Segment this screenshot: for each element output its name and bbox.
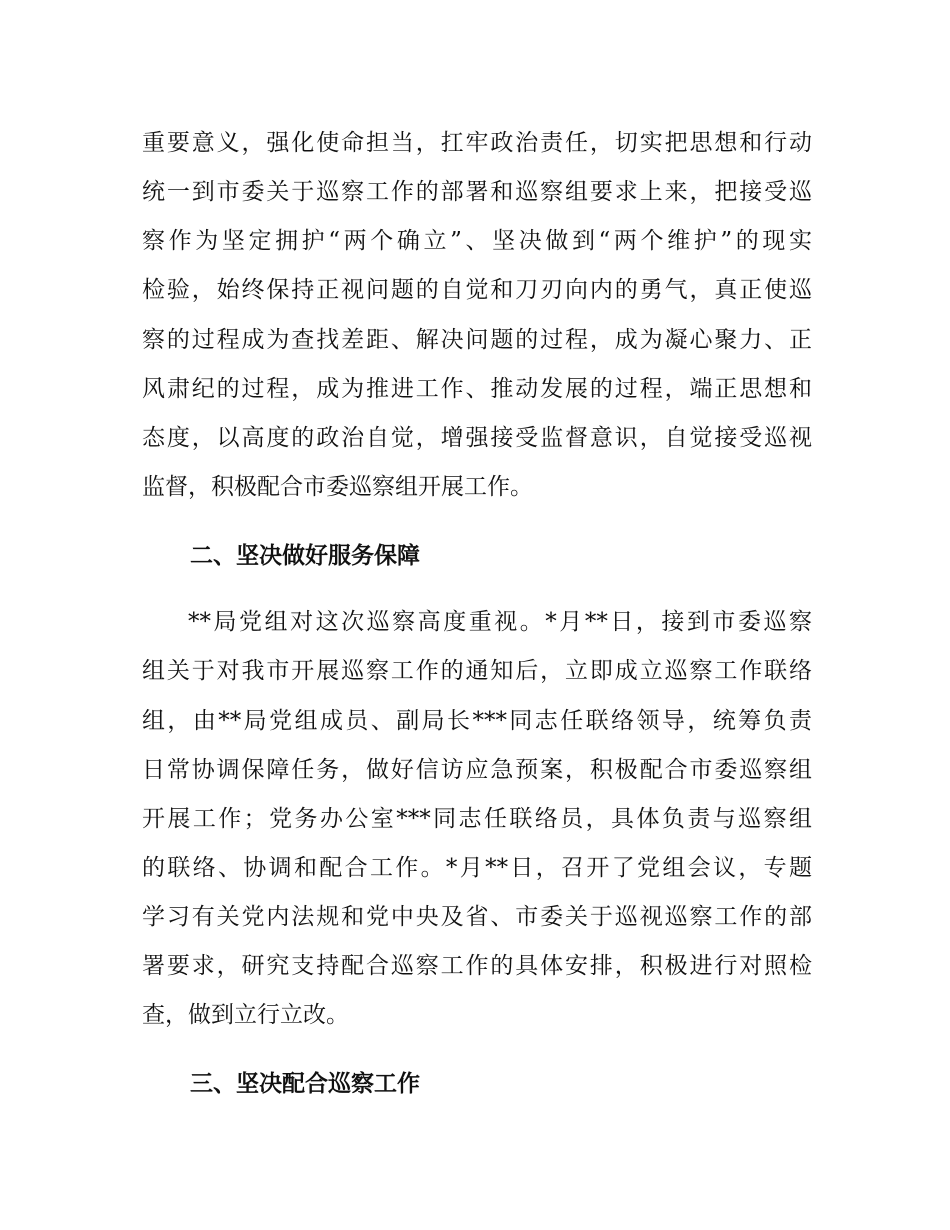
paragraph-line: 风肃纪的过程，成为推进工作、推动发展的过程，端正思想和 — [142, 376, 812, 402]
paragraph-line: 的联络、协调和配合工作。*月**日，召开了党组会议，专题 — [142, 855, 812, 881]
paragraph-line: 态度，以高度的政治自觉，增强接受监督意识，自觉接受巡视 — [142, 425, 812, 451]
paragraph-line: 学习有关党内法规和党中央及省、市委关于巡视巡察工作的部 — [142, 904, 812, 930]
section-heading-service: 二、坚决做好服务保障 — [190, 543, 420, 569]
paragraph-line: 开展工作；党务办公室***同志任联络员，具体负责与巡察组 — [142, 806, 812, 832]
paragraph-line: 日常协调保障任务，做好信访应急预案，积极配合市委巡察组 — [142, 757, 812, 783]
paragraph-line: **局党组对这次巡察高度重视。*月**日，接到市委巡察 — [188, 609, 812, 635]
paragraph-line: 监督，积极配合市委巡察组开展工作。 — [142, 474, 533, 500]
paragraph-line: 统一到市委关于巡察工作的部署和巡察组要求上来，把接受巡 — [142, 179, 812, 205]
paragraph-line: 组，由**局党组成员、副局长***同志任联络领导，统筹负责 — [142, 708, 812, 734]
paragraph-line: 察的过程成为查找差距、解决问题的过程，成为凝心聚力、正 — [142, 327, 812, 353]
section-heading-cooperation: 三、坚决配合巡察工作 — [190, 1071, 420, 1097]
paragraph-line: 重要意义，强化使命担当，扛牢政治责任，切实把思想和行动 — [142, 130, 812, 156]
paragraph-line: 查，做到立行立改。 — [142, 1002, 349, 1028]
paragraph-line: 组关于对我市开展巡察工作的通知后，立即成立巡察工作联络 — [142, 658, 812, 684]
paragraph-line: 检验，始终保持正视问题的自觉和刀刃向内的勇气，真正使巡 — [142, 277, 812, 303]
paragraph-line: 察作为坚定拥护“两个确立”、坚决做到“两个维护”的现实 — [142, 228, 812, 254]
paragraph-line: 署要求，研究支持配合巡察工作的具体安排，积极进行对照检 — [142, 953, 812, 979]
